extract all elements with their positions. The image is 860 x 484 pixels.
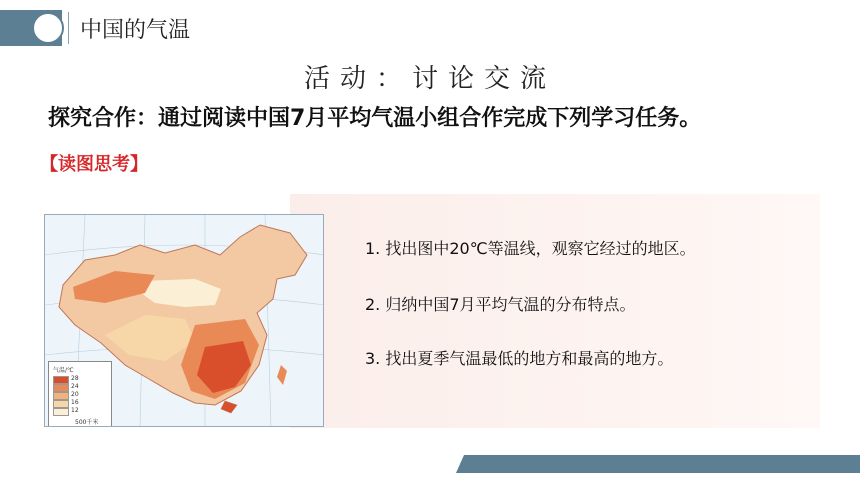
map-scale: 500千米 <box>75 419 99 426</box>
footer-accent-bar <box>456 455 860 473</box>
legend-label-24: 24 <box>71 383 79 390</box>
legend-label-12: 12 <box>71 407 79 414</box>
question-3: 3. 找出夏季气温最低的地方和最高的地方。 <box>365 349 674 368</box>
activity-heading: 活动：讨论交流 <box>303 64 556 94</box>
legend-label-20: 20 <box>71 391 79 398</box>
legend-label-28: 28 <box>71 375 79 382</box>
header-divider <box>68 12 69 44</box>
slide-title: 中国的气温 <box>80 18 191 43</box>
legend-swatch-16 <box>53 400 69 408</box>
question-1: 1. 找出图中20℃等温线，观察它经过的地区。 <box>365 239 696 258</box>
task-instruction: 探究合作：通过阅读中国7月平均气温小组合作完成下列学习任务。 <box>48 106 702 131</box>
legend-label-16: 16 <box>71 399 79 406</box>
read-map-tag: 【读图思考】 <box>40 154 148 175</box>
legend-swatch-28 <box>53 376 69 384</box>
china-july-temperature-map <box>44 214 324 427</box>
legend-swatch-24 <box>53 384 69 392</box>
legend-swatch-20 <box>53 392 69 400</box>
legend-title: 气温/℃ <box>53 367 74 374</box>
map-legend <box>48 361 112 427</box>
legend-swatch-12 <box>53 408 69 416</box>
header-circle-icon <box>32 12 64 44</box>
question-2: 2. 归纳中国7月平均气温的分布特点。 <box>365 295 636 314</box>
